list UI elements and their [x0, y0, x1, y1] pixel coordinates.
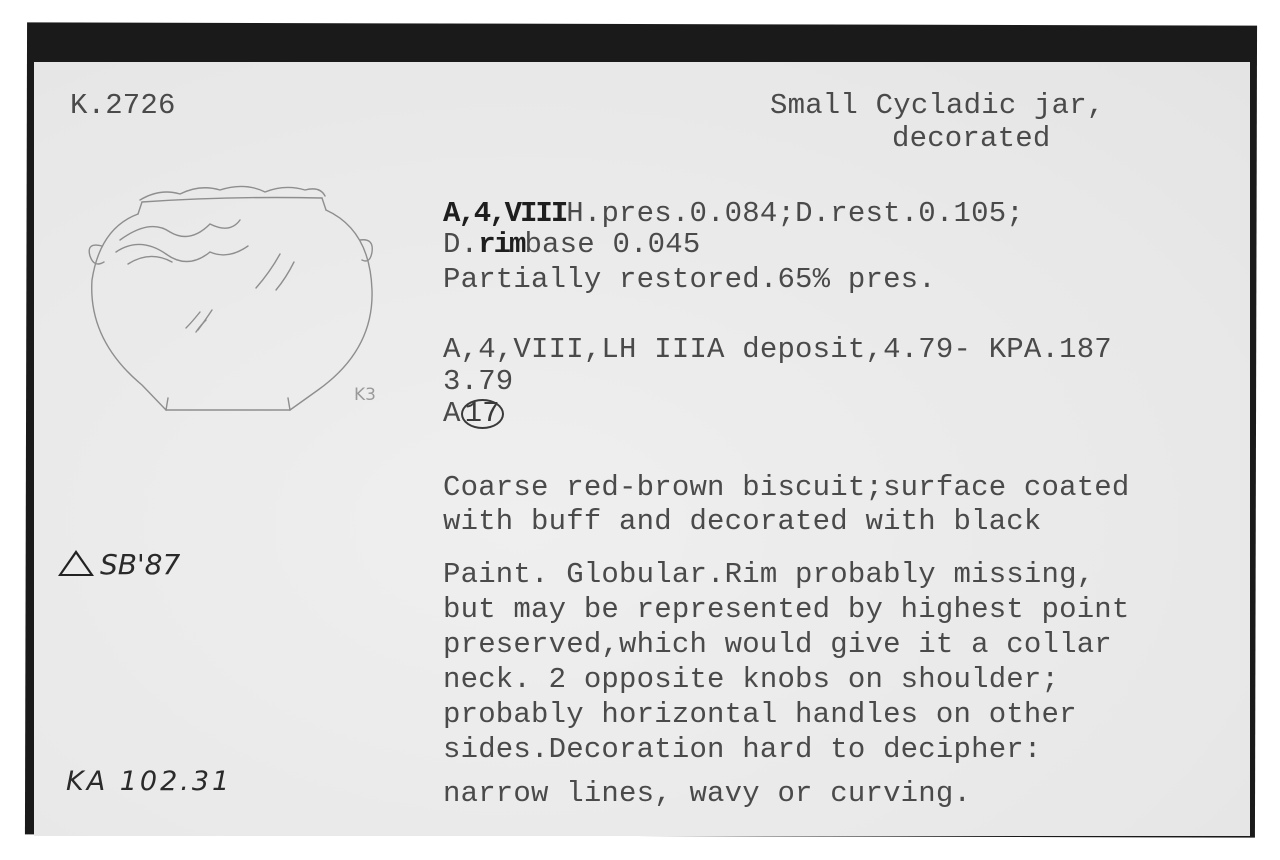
description-line: narrow lines, wavy or curving.: [443, 777, 972, 810]
object-title-line-1: Small Cycladic jar,: [770, 89, 1105, 122]
photo-note: [58, 548, 180, 581]
description-line: preserved,which would give it a collar: [443, 628, 1112, 661]
description-line: with buff and decorated with black: [443, 505, 1042, 538]
ka-note: KA 102.31: [66, 766, 233, 797]
description-line: but may be represented by highest point: [443, 593, 1130, 626]
description-line: Coarse red-brown biscuit;surface coated: [443, 471, 1130, 504]
inventory-prefix: A: [443, 397, 461, 430]
description-line: Paint. Globular.Rim probably missing,: [443, 558, 1095, 591]
date-line: 3.79: [443, 365, 514, 398]
description-line: neck. 2 opposite knobs on shoulder;: [443, 663, 1060, 696]
dimensions-height-diameter: H.pres.0.084;D.rest.0.105;: [566, 197, 1024, 230]
photo-note-text: SB'87: [100, 548, 181, 581]
triangle-icon: [58, 550, 94, 576]
findspot-line: A,4,VIII,LH IIIA deposit,4.79- KPA.187: [443, 333, 1112, 366]
dimensions-line-2-prefix: D.: [443, 228, 479, 261]
dimensions-line-1: [443, 196, 1024, 231]
struck-text: A,4,VIII: [443, 197, 567, 230]
inventory-line: [443, 396, 504, 431]
catalog-number: K.2726: [70, 89, 176, 122]
sketch-scale-note: K3: [354, 385, 376, 405]
dimensions-base: base 0.045: [524, 228, 701, 261]
description-line: sides.Decoration hard to decipher:: [443, 733, 1042, 766]
circled-number: 17: [461, 399, 504, 429]
dimensions-line-2: [443, 227, 700, 262]
preservation-note: Partially restored.65% pres.: [443, 263, 936, 296]
description-line: probably horizontal handles on other: [443, 698, 1077, 731]
jar-sketch: [80, 180, 400, 430]
object-title-line-2: decorated: [892, 122, 1051, 155]
struck-text: rim: [478, 228, 525, 261]
